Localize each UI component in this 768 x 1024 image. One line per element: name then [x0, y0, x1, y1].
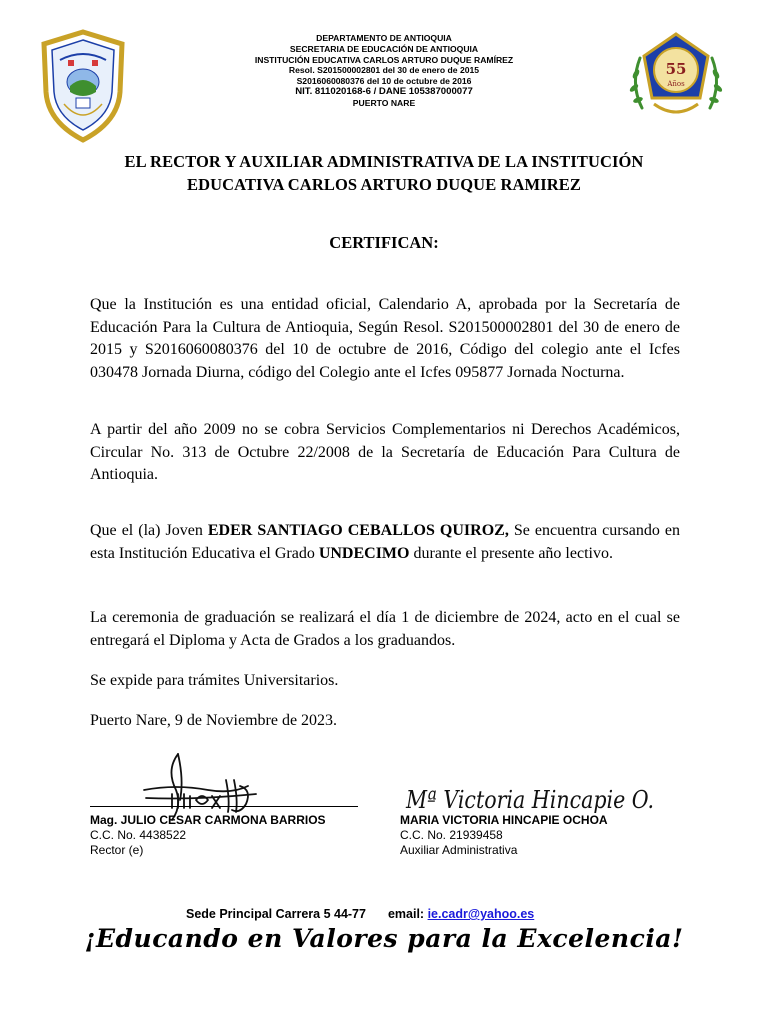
student-name: EDER SANTIAGO CEBALLOS QUIROZ, — [207, 522, 509, 539]
title-line-2: EDUCATIVA CARLOS ARTURO DUQUE RAMIREZ — [187, 175, 581, 194]
footer-email-link[interactable]: ie.cadr@yahoo.es — [427, 907, 535, 921]
paragraph-student — [90, 520, 680, 565]
rector-name: Mag. JULIO CESAR CARMONA BARRIOS — [90, 813, 326, 827]
title-line-1: EL RECTOR Y AUXILIAR ADMINISTRATIVA DE LA INSTITUCIÓN — [124, 152, 644, 171]
resolution-line-2: S2016060080376 del 10 de octubre de 2016 — [296, 76, 472, 87]
auxiliary-name: MARIA VICTORIA HINCAPIE OCHOA — [400, 813, 608, 827]
anniversary-badge-icon — [624, 28, 728, 136]
town-line: PUERTO NARE — [352, 97, 416, 108]
anniversary-word: Años — [667, 80, 685, 88]
certify-heading: CERTIFICAN: — [329, 233, 439, 252]
footer-slogan: ¡Educando en Valores para la Excelencia! — [84, 924, 684, 953]
student-end: durante el presente año lectivo. — [409, 544, 613, 562]
student-grade: UNDECIMO — [318, 544, 410, 562]
student-mid: Se encuentra cursando en esta Institución Educativa el Grado — [90, 522, 681, 562]
rector-role: Rector (e) — [90, 843, 144, 857]
auxiliary-role: Auxiliar Administrativa — [400, 843, 518, 857]
auxiliary-id: C.C. No. 21939458 — [400, 828, 503, 842]
rector-id: C.C. No. 4438522 — [90, 828, 187, 842]
document-title — [60, 150, 708, 196]
signature-line-left — [90, 806, 358, 807]
paragraph-accreditation: Que la Institución es una entidad oficial, Calendario A, aprobada por la Secretaría de Educación Para la Cultura de Antioquia, Según Resol. S201500002801 del 30 de enero de 2015 y S2016060080376 del 10 de octubre de 2016, Código del colegio ante el Icfes 030478 Jornada Diurna, código del Colegio ante el Icfes 095877 Jornada Nocturna. — [90, 296, 680, 381]
footer-email-label: email: — [387, 907, 428, 921]
department-line: DEPARTAMENTO DE ANTIOQUIA — [316, 33, 452, 43]
institution-crest-icon — [40, 30, 126, 142]
letterhead — [170, 33, 598, 109]
anniversary-number: 55 — [665, 60, 687, 78]
place-date: Puerto Nare, 9 de Noviembre de 2023. — [90, 712, 338, 729]
paragraph-purpose: Se expide para trámites Universitarios. — [90, 672, 339, 689]
paragraph-fees: A partir del año 2009 no se cobra Servicios Complementarios ni Derechos Académicos, Circular No. 313 de Octubre 22/2008 de la Secretaría de Educación Para Cultura de Antioquia. — [90, 421, 680, 483]
auxiliary-handwritten-signature: Mª Victoria Hincapie O. — [405, 786, 654, 814]
resolution-line-1: Resol. S201500002801 del 30 de enero de 2015 — [288, 65, 480, 76]
signer-rector — [90, 813, 326, 858]
nit-dane-line: NIT. 811020168-6 / DANE 105387000077 — [295, 85, 473, 97]
student-intro: Que el (la) Joven — [90, 522, 208, 539]
secretariat-line: SECRETARIA DE EDUCACIÓN DE ANTIOQUIA — [289, 43, 479, 54]
footer-address: Sede Principal Carrera 5 44-77 — [186, 907, 366, 921]
signer-auxiliary — [400, 813, 608, 858]
institution-line: INSTITUCIÓN EDUCATIVA CARLOS ARTURO DUQUE RAMÍREZ — [254, 54, 514, 65]
footer-contact — [186, 907, 606, 921]
paragraph-graduation: La ceremonia de graduación se realizará el día 1 de diciembre de 2024, acto en el cual se entregará el Diploma y Acta de Grados a los graduandos. — [90, 609, 680, 649]
